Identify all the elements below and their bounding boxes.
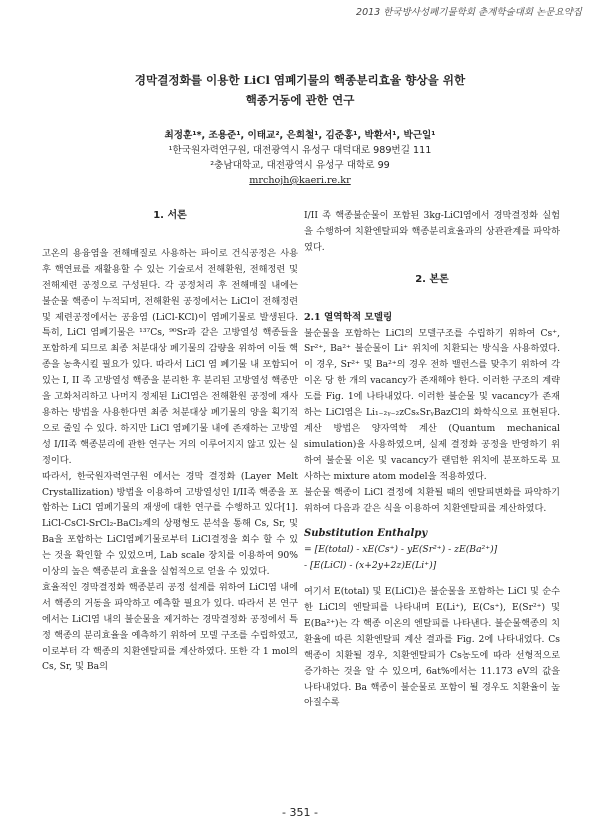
paper-title: 경막결정화를 이용한 LiCl 염폐기물의 핵종분리효율 향상을 위한 핵종거동에 관한 연구 [134,73,466,107]
subsection-heading: 2.1 열역학적 모델링 [304,311,393,323]
intro-paragraph-1: 고온의 용융염을 전해매질로 사용하는 파이로 건식공정은 사용후 핵연료를 재활용할 수 있는 기술로서 전해환원, 전해정련 및 전해제련 공정으로 구성된다. 각 공정처리 후 전해매질 내에는 불순물 핵종이 누적되며, 전해환원 공정에서는 LiCl이 전해정련 및 제련공정에서는 공융염 (LiCl-KCl)이 염폐기물로 발생된다. 특히, LiCl 염폐기물은 ¹³⁷Cs, ⁹⁰Sr과 같은 고방열성 핵종들을 포함하게 되므로 최종 처분대상 폐기물의 감량을 위하여 이들 핵종을 농축시킬 필요가 있다. 따라서 LiCl 염 폐기물 내 포함되어 있는 I, II 족 고방열성 핵종을 분리한 후 분리된 고방열성 핵종만을 고화처리하고 나머지 정제된 LiCl염은 전해환원 공정에 재사용하는 방법을 사용한다면 최종 처분대상 폐기물의 양을 획기적으로 줄일 수 있다. 하지만 LiCl 염폐기물 내에 존재하는 고방열성 I/II족 핵종분리에 관한 연구는 거의 이루어지지 않고 있는 실정이다. [42,247,299,466]
section-heading-main: 2. 본론 [415,273,449,285]
author-block [40,128,560,188]
modeling-paragraph-1: 불순물을 포함하는 LiCl의 모델구조를 수립하기 위하여 Cs⁺, Sr²⁺, Ba²⁺ 불순물이 Li⁺ 위치에 치환되는 방식을 사용하였다. 이 경우, Sr²⁺ 및 Ba²⁺의 경우 전하 밸런스를 맞추기 위하여 각 이온 당 한 개의 vacancy가 존재해야 한다. 이러한 구조의 계략도를 Fig. 1에 나타내었다. 이러한 불순물 및 vacancy가 존재하는 LiCl염은 Li₁₋₂ᵧ₋₂zCsₓSrᵧBazCl의 화학식으로 표현된다. 계산 방법은 양자역학 계산 (Quantum mechanical simulation)을 사용하였으며, 실제 결정화 공정을 반영하기 위하여 불순물 이온 및 vacancy가 랜덤한 위치에 분포하도록 묘사하는 mixture atom model을 적용하였다. [304,327,560,482]
running-head: 2013 한국방사성폐기물학회 춘계학술대회 논문요약집 [356,7,582,18]
page-number: - 351 - [282,806,318,819]
modeling-paragraph-2: 불순물 핵종이 LiCl 결정에 치환될 때의 엔탈피변화를 파악하기 위하여 다음과 같은 식을 이용하여 치환엔탈피를 계산하였다. [304,486,560,514]
left-column [42,208,298,675]
modeling-paragraph-3: 여기서 E(total) 및 E(LiCl)은 불순물을 포함하는 LiCl 및 순수한 LiCl의 엔탈피를 나타내며 E(Li⁺), E(Cs⁺), E(Sr²⁺) 및 E(Ba²⁺)는 각 핵종 이온의 엔탈피를 나타낸다. 불순물핵종의 치환율에 따른 치환엔탈피 계산 결과를 Fig. 2에 나타내었다. Cs핵종이 치환될 경우, 치환엔탈피가 Cs농도에 따라 선형적으로 증가하는 것을 알 수 있으며, 6at%에서는 11.173 eV의 값을 나타내었다. Ba 핵종이 불순물로 포함이 될 경우도 치환율이 높아질수록 [304,586,560,709]
section-heading-introduction: 1. 서론 [153,210,187,221]
intro-paragraph-2: 따라서, 한국원자력연구원 에서는 경막 결정화 (Layer Melt Crystallization) 방법을 이용하여 고방열성인 I/II족 핵종을 포함하는 LiCl 염폐기물의 재생에 대한 연구를 수행하고 있다[1]. LiCl-CsCl-SrCl₂-BaCl₂계의 상평형도 분석을 통해 Cs, Sr, 및 Ba을 포함하는 LiCl염폐기물로부터 LiCl결정을 회수 할 수 있는 것을 확인할 수 있었으며, Lab scale 장치를 이용하여 90% 이상의 높은 핵종분리 효율을 실험적으로 얻을 수 있었다. [42,470,298,578]
affiliation-1: ¹한국원자력연구원, 대전광역시 유성구 대덕대로 989번길 111 [168,145,432,156]
author-names: 최정훈¹*, 조용준¹, 이태교², 은희철¹, 김준홍¹, 박환서¹, 박근일¹ [164,130,436,141]
intro-paragraph-3: 효율적인 경막결정화 핵종분리 공정 설계를 위하여 LiCl염 내에서 핵종의 거동을 파악하고 예측할 필요가 있다. 따라서 본 연구에서는 LiCl염 내의 불순물을 제거하는 경막결정화 공정에서 특정 핵종의 분리효율을 예측하기 위하여 모델 구조를 수립하였고, 이로부터 각 핵종의 치환엔탈피를 계산하였다. 또한 각 1 mol의 Cs, Sr, 및 Ba의 [42,581,298,673]
right-column [304,208,560,711]
intro-paragraph-continuation: I/II 족 핵종불순물이 포함된 3kg-LiCl염에서 경막결정화 실험을 수행하여 치환엔탈피와 핵종분리효율과의 상관관계를 파악하였다. [304,210,560,253]
affiliation-2: ²충남대학교, 대전광역시 유성구 대학로 99 [210,160,390,171]
substitution-enthalpy-equation: = [E(total) - xE(Cs⁺) - yE(Sr²⁺) - zE(Ba²⁺)] - [E(LiCl) - (x+2y+2z)E(Li⁺)] [304,544,498,572]
author-email[interactable]: mrchojh@kaeri.re.kr [249,175,351,186]
equation-heading: Substitution Enthalpy [304,528,428,540]
